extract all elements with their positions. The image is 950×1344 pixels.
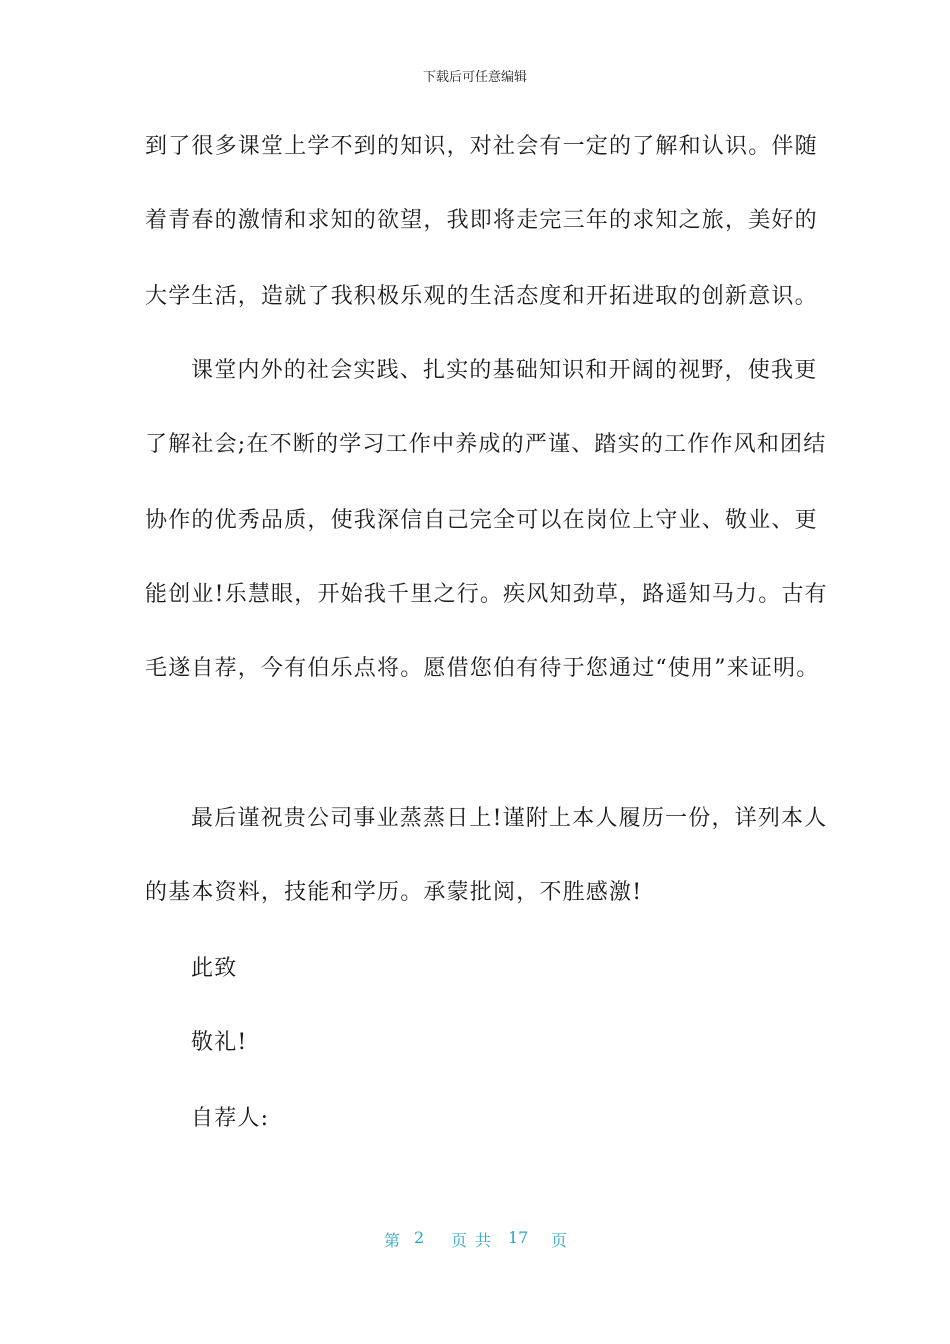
- footer-di: 第: [384, 1231, 401, 1250]
- footer-ye: 页: [551, 1231, 568, 1250]
- header-note: 下载后可任意编辑: [422, 70, 527, 85]
- footer-total-pages: 17: [508, 1228, 529, 1247]
- body-line: 毛遂自荐，今有伯乐点将。愿借您伯有待于您通过“使用”来证明。: [145, 656, 820, 681]
- closing: 敬礼!: [191, 1030, 248, 1055]
- body-line: 着青春的激情和求知的欲望，我即将走完三年的求知之旅，美好的: [145, 208, 818, 233]
- signature-label: 自荐人:: [191, 1106, 270, 1131]
- body-line: 协作的优秀品质，使我深信自己完全可以在岗位上守业、敬业、更: [145, 508, 818, 533]
- body-line: 的基本资料，技能和学历。承蒙批阅，不胜感激!: [145, 880, 643, 905]
- body-line: 课堂内外的社会实践、扎实的基础知识和开阔的视野，使我更: [191, 358, 818, 383]
- body-line: 能创业!乐慧眼，开始我千里之行。疾风知劲草，路遥知马力。古有: [145, 582, 828, 607]
- body-line: 到了很多课堂上学不到的知识，对社会有一定的了解和认识。伴随: [145, 134, 818, 159]
- footer-page-number: 2: [414, 1228, 425, 1247]
- body-line: 最后谨祝贵公司事业蒸蒸日上!谨附上本人履历一份，详列本人: [191, 806, 828, 831]
- body-line: 大学生活，造就了我积极乐观的生活态度和开拓进取的创新意识。: [145, 284, 818, 309]
- footer-ye-gong: 页共: [451, 1231, 500, 1250]
- salutation: 此致: [191, 956, 238, 981]
- body-line: 了解社会;在不断的学习工作中养成的严谨、踏实的工作作风和团结: [145, 432, 827, 457]
